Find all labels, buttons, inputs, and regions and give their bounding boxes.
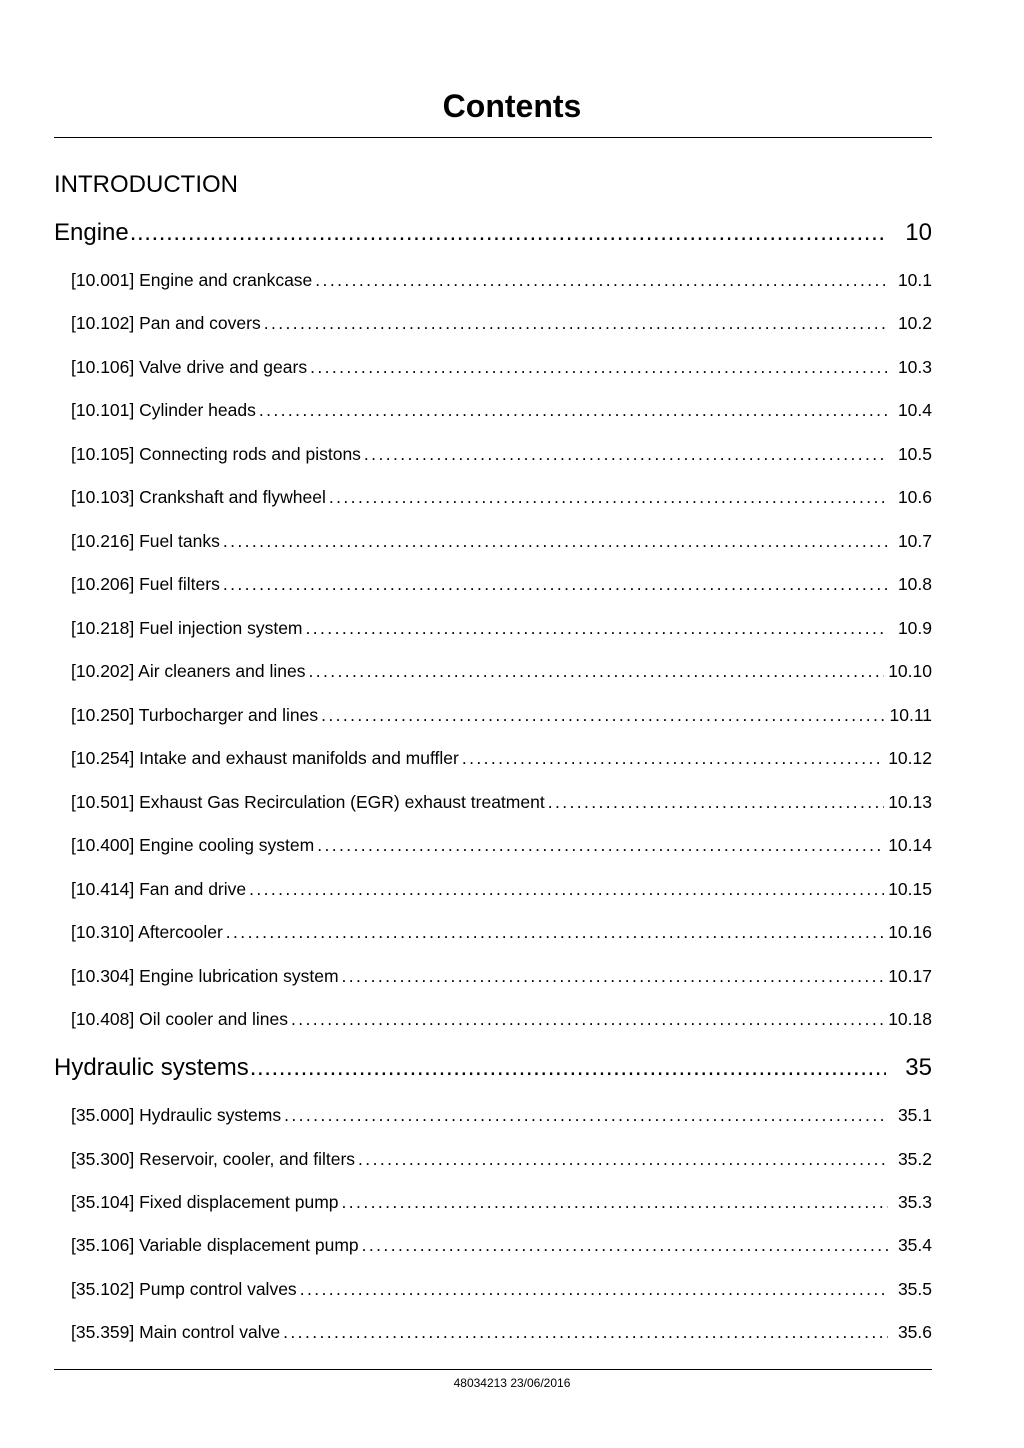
toc-entry-page: 10.2 [897,313,932,333]
toc-entry[interactable] [71,267,932,293]
dot-leader [249,876,884,902]
toc-entry-page: 10.3 [897,357,932,377]
toc-entry-label: [10.218] Fuel injection system [71,618,303,638]
toc-entry[interactable] [71,963,932,989]
dot-leader [300,1276,888,1302]
toc-entry-label: [10.501] Exhaust Gas Recirculation (EGR) exhaust treatment [71,792,545,812]
toc-entry-label: [10.304] Engine lubrication system [71,966,339,986]
toc-section-page: 10 [905,219,932,246]
toc-entry[interactable] [71,1319,932,1345]
toc-entry-page: 10.7 [897,531,932,551]
toc-entry-page: 10.6 [897,487,932,507]
toc-entry-page: 35.3 [897,1192,932,1212]
toc-entry-page: 10.18 [888,1009,932,1029]
dot-leader [306,615,888,641]
dot-leader [462,745,884,771]
toc-entry-page: 35.4 [897,1235,932,1255]
dot-leader [308,658,884,684]
page-title: Contents [442,88,582,124]
toc-entry-page: 35.6 [897,1322,932,1342]
toc-entry-page: 10.1 [897,270,932,290]
toc-entry[interactable] [71,658,932,684]
toc-entry[interactable] [71,1276,932,1302]
toc-entry-page: 10.15 [888,879,932,899]
toc-section-label: Hydraulic systems [54,1054,249,1081]
toc-entry[interactable] [71,789,932,815]
footer-divider [54,1369,932,1370]
toc-entry-page: 10.5 [897,444,932,464]
toc-entry-label: [35.102] Pump control valves [71,1279,297,1299]
toc-entry-page: 10.9 [897,618,932,638]
toc-entry[interactable] [71,1146,932,1172]
toc-entry[interactable] [71,615,932,641]
introduction-link[interactable]: INTRODUCTION [54,171,238,198]
toc-entry-label: [10.408] Oil cooler and lines [71,1009,288,1029]
toc-entry-page: 10.13 [888,792,932,812]
toc-entry[interactable] [71,919,932,945]
toc-entry-page: 10.12 [888,748,932,768]
toc-section-engine[interactable] [54,216,932,250]
dot-leader [317,832,884,858]
toc-entry-label: [10.001] Engine and crankcase [71,270,313,290]
dot-leader [226,919,884,945]
toc-entry-label: [10.101] Cylinder heads [71,400,256,420]
dot-leader [321,702,885,728]
toc-entry-label: [10.106] Valve drive and gears [71,357,308,377]
toc-entry-label: [35.359] Main control valve [71,1322,281,1342]
toc-entry-label: [10.103] Crankshaft and flywheel [71,487,326,507]
toc-entry[interactable] [71,1189,932,1215]
dot-leader [264,310,888,336]
toc-entry-label: [35.000] Hydraulic systems [71,1105,282,1125]
toc-entry[interactable] [71,1006,932,1032]
dot-leader [358,1146,888,1172]
dot-leader [250,1051,886,1085]
toc-entry[interactable] [71,397,932,423]
toc-entry-label: [10.400] Engine cooling system [71,835,315,855]
toc-entry-label: [10.216] Fuel tanks [71,531,220,551]
dot-leader [130,216,886,250]
dot-leader [310,354,888,380]
dot-leader [315,267,888,293]
toc-entry-label: [35.104] Fixed displacement pump [71,1192,339,1212]
toc-entry-page: 10.8 [897,574,932,594]
toc-entry[interactable] [71,441,932,467]
toc-entry[interactable] [71,528,932,554]
toc-entry-label: [10.414] Fan and drive [71,879,247,899]
dot-leader [342,963,885,989]
toc-entry-label: [35.106] Variable displacement pump [71,1235,359,1255]
toc-section-hydraulic-systems[interactable] [54,1051,932,1085]
toc-entry-label: [10.310] Aftercooler [71,922,223,942]
toc-entry-label: [10.250] Turbocharger and lines [71,705,319,725]
toc-entry-page: 10.17 [888,966,932,986]
dot-leader [284,1102,888,1128]
toc-entry-label: [35.300] Reservoir, cooler, and filters [71,1149,356,1169]
dot-leader [364,441,888,467]
toc-entry-page: 35.5 [897,1279,932,1299]
toc-entry[interactable] [71,354,932,380]
dot-leader [223,528,888,554]
toc-entry-page: 35.2 [897,1149,932,1169]
toc-entry-page: 10.4 [897,400,932,420]
toc-entry[interactable] [71,310,932,336]
dot-leader [329,484,888,510]
toc-section-label: Engine [54,219,129,246]
toc-entry[interactable] [71,702,932,728]
toc-entry[interactable] [71,571,932,597]
toc-section-page: 35 [905,1054,932,1081]
dot-leader [342,1189,888,1215]
toc-entry-page: 10.14 [888,835,932,855]
dot-leader [291,1006,884,1032]
title-divider [54,137,932,138]
toc-entry[interactable] [71,876,932,902]
toc-entry-page: 10.10 [888,661,932,681]
footer-document-id: 48034213 23/06/2016 [453,1376,571,1390]
toc-entry-label: [10.202] Air cleaners and lines [71,661,306,681]
dot-leader [548,789,885,815]
toc-entry-label: [10.102] Pan and covers [71,313,261,333]
toc-entry[interactable] [71,745,932,771]
toc-entry[interactable] [71,484,932,510]
dot-leader [259,397,888,423]
toc-entry-page: 35.1 [897,1105,932,1125]
toc-entry[interactable] [71,1102,932,1128]
dot-leader [362,1232,888,1258]
toc-entry[interactable] [71,832,932,858]
toc-entry-label: [10.206] Fuel filters [71,574,220,594]
toc-entry-page: 10.16 [888,922,932,942]
toc-entry-label: [10.105] Connecting rods and pistons [71,444,361,464]
dot-leader [283,1319,888,1345]
toc-entry[interactable] [71,1232,932,1258]
toc-entry-label: [10.254] Intake and exhaust manifolds and muffler [71,748,459,768]
toc-entry-page: 10.11 [889,705,932,725]
dot-leader [223,571,888,597]
